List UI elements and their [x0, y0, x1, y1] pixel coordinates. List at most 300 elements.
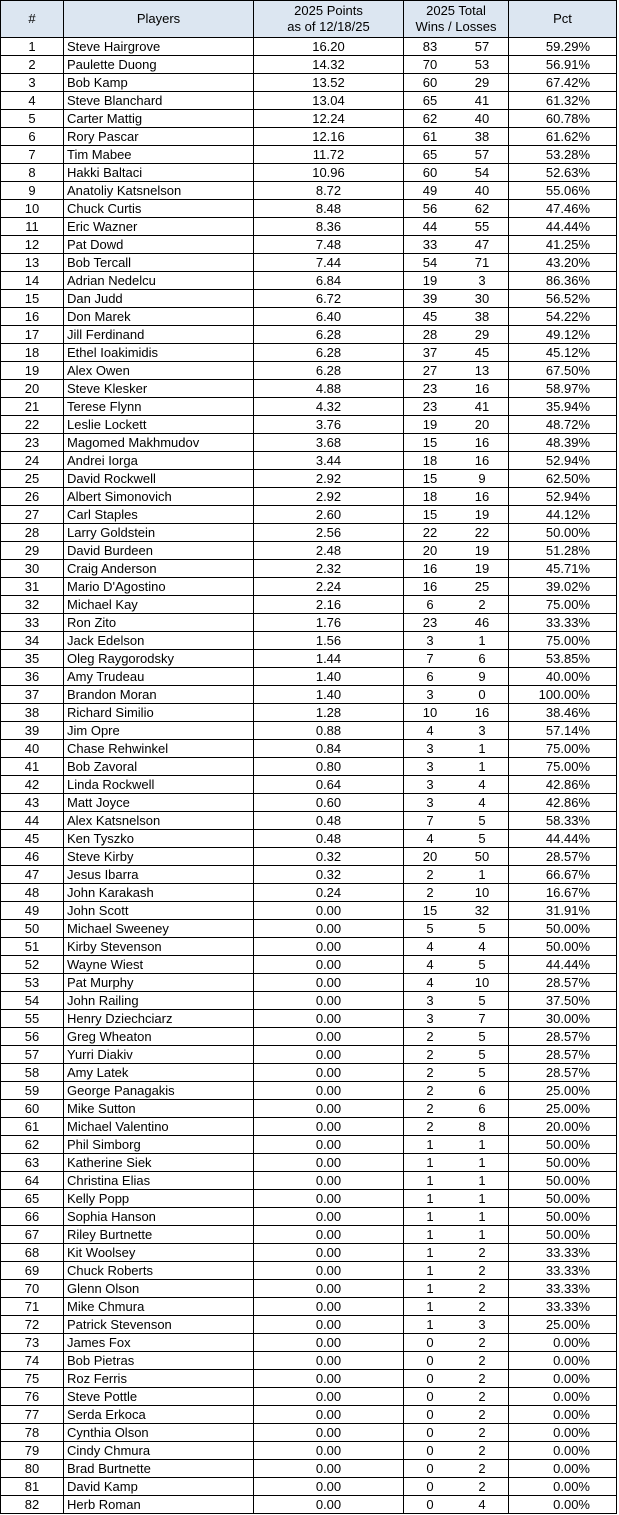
pct-cell: 50.00% — [509, 938, 617, 956]
rank-cell: 19 — [1, 362, 64, 380]
pct-cell: 55.06% — [509, 182, 617, 200]
rank-cell: 70 — [1, 1280, 64, 1298]
player-name-cell: Jill Ferdinand — [64, 326, 254, 344]
table-row — [1, 596, 617, 614]
table-row — [1, 1190, 617, 1208]
losses-cell: 0 — [456, 686, 509, 704]
points-cell: 6.28 — [254, 326, 404, 344]
losses-cell: 2 — [456, 1334, 509, 1352]
pct-cell: 62.50% — [509, 470, 617, 488]
player-name-cell: Bob Pietras — [64, 1352, 254, 1370]
player-name-cell: Alex Owen — [64, 362, 254, 380]
pct-cell: 52.94% — [509, 488, 617, 506]
losses-cell: 7 — [456, 1010, 509, 1028]
table-row — [1, 722, 617, 740]
rank-cell: 7 — [1, 146, 64, 164]
points-cell: 0.00 — [254, 1316, 404, 1334]
rank-cell: 41 — [1, 758, 64, 776]
player-name-cell: Steve Kirby — [64, 848, 254, 866]
player-name-cell: Greg Wheaton — [64, 1028, 254, 1046]
points-cell: 11.72 — [254, 146, 404, 164]
points-cell: 0.00 — [254, 1460, 404, 1478]
rank-cell: 1 — [1, 38, 64, 56]
rank-cell: 37 — [1, 686, 64, 704]
player-name-cell: Riley Burtnette — [64, 1226, 254, 1244]
points-cell: 2.32 — [254, 560, 404, 578]
pct-cell: 49.12% — [509, 326, 617, 344]
pct-cell: 33.33% — [509, 614, 617, 632]
pct-cell: 16.67% — [509, 884, 617, 902]
player-name-cell: Mario D'Agostino — [64, 578, 254, 596]
player-name-cell: Serda Erkoca — [64, 1406, 254, 1424]
losses-cell: 30 — [456, 290, 509, 308]
player-name-cell: Henry Dziechciarz — [64, 1010, 254, 1028]
table-row — [1, 254, 617, 272]
table-row — [1, 1136, 617, 1154]
rank-cell: 13 — [1, 254, 64, 272]
points-cell: 0.64 — [254, 776, 404, 794]
pct-cell: 47.46% — [509, 200, 617, 218]
points-cell: 4.88 — [254, 380, 404, 398]
table-row — [1, 848, 617, 866]
wins-cell: 2 — [404, 1118, 457, 1136]
pct-cell: 56.91% — [509, 56, 617, 74]
table-row — [1, 866, 617, 884]
player-name-cell: Pat Murphy — [64, 974, 254, 992]
losses-cell: 71 — [456, 254, 509, 272]
rank-cell: 43 — [1, 794, 64, 812]
losses-cell: 5 — [456, 1064, 509, 1082]
player-name-cell: Craig Anderson — [64, 560, 254, 578]
wins-cell: 3 — [404, 776, 457, 794]
rank-cell: 11 — [1, 218, 64, 236]
points-cell: 0.88 — [254, 722, 404, 740]
pct-cell: 58.33% — [509, 812, 617, 830]
player-name-cell: Kirby Stevenson — [64, 938, 254, 956]
pct-cell: 30.00% — [509, 1010, 617, 1028]
rank-cell: 5 — [1, 110, 64, 128]
pct-cell: 25.00% — [509, 1100, 617, 1118]
player-name-cell: Steve Pottle — [64, 1388, 254, 1406]
points-cell: 0.00 — [254, 1298, 404, 1316]
player-name-cell: Amy Trudeau — [64, 668, 254, 686]
rank-cell: 54 — [1, 992, 64, 1010]
wins-cell: 15 — [404, 902, 457, 920]
losses-cell: 57 — [456, 146, 509, 164]
wins-cell: 0 — [404, 1334, 457, 1352]
losses-cell: 16 — [456, 488, 509, 506]
player-name-cell: Bob Zavoral — [64, 758, 254, 776]
losses-cell: 19 — [456, 542, 509, 560]
losses-cell: 5 — [456, 920, 509, 938]
points-cell: 14.32 — [254, 56, 404, 74]
rank-cell: 42 — [1, 776, 64, 794]
points-cell: 0.60 — [254, 794, 404, 812]
rank-cell: 36 — [1, 668, 64, 686]
pct-cell: 44.44% — [509, 956, 617, 974]
player-name-cell: Bob Kamp — [64, 74, 254, 92]
losses-cell: 62 — [456, 200, 509, 218]
player-name-cell: David Burdeen — [64, 542, 254, 560]
table-row — [1, 686, 617, 704]
player-name-cell: George Panagakis — [64, 1082, 254, 1100]
rank-cell: 46 — [1, 848, 64, 866]
pct-cell: 20.00% — [509, 1118, 617, 1136]
table-row — [1, 1496, 617, 1514]
wins-cell: 33 — [404, 236, 457, 254]
wins-cell: 0 — [404, 1442, 457, 1460]
table-row — [1, 146, 617, 164]
table-row — [1, 632, 617, 650]
wins-cell: 27 — [404, 362, 457, 380]
points-cell: 0.48 — [254, 812, 404, 830]
pct-cell: 75.00% — [509, 740, 617, 758]
player-name-cell: Michael Sweeney — [64, 920, 254, 938]
table-row — [1, 1352, 617, 1370]
pct-cell: 0.00% — [509, 1442, 617, 1460]
wins-cell: 4 — [404, 938, 457, 956]
table-row — [1, 668, 617, 686]
points-cell: 6.40 — [254, 308, 404, 326]
player-name-cell: Sophia Hanson — [64, 1208, 254, 1226]
player-name-cell: Katherine Siek — [64, 1154, 254, 1172]
player-name-cell: Patrick Stevenson — [64, 1316, 254, 1334]
table-row — [1, 218, 617, 236]
table-row — [1, 1172, 617, 1190]
player-name-cell: Don Marek — [64, 308, 254, 326]
wins-cell: 2 — [404, 1100, 457, 1118]
points-cell: 0.00 — [254, 1190, 404, 1208]
pct-cell: 45.71% — [509, 560, 617, 578]
pct-cell: 33.33% — [509, 1244, 617, 1262]
losses-cell: 46 — [456, 614, 509, 632]
losses-cell: 5 — [456, 830, 509, 848]
losses-cell: 8 — [456, 1118, 509, 1136]
wins-cell: 15 — [404, 506, 457, 524]
points-cell: 8.36 — [254, 218, 404, 236]
table-row — [1, 956, 617, 974]
wins-cell: 2 — [404, 1046, 457, 1064]
wins-cell: 1 — [404, 1262, 457, 1280]
table-row — [1, 92, 617, 110]
rank-cell: 45 — [1, 830, 64, 848]
losses-cell: 4 — [456, 938, 509, 956]
players-header: Players — [64, 1, 254, 38]
wins-cell: 0 — [404, 1424, 457, 1442]
wins-cell: 56 — [404, 200, 457, 218]
rank-cell: 79 — [1, 1442, 64, 1460]
losses-cell: 25 — [456, 578, 509, 596]
wins-cell: 10 — [404, 704, 457, 722]
table-row — [1, 182, 617, 200]
losses-cell: 38 — [456, 128, 509, 146]
points-cell: 0.00 — [254, 1406, 404, 1424]
pct-cell: 66.67% — [509, 866, 617, 884]
table-row — [1, 1262, 617, 1280]
player-name-cell: Pat Dowd — [64, 236, 254, 254]
rank-cell: 63 — [1, 1154, 64, 1172]
player-name-cell: Herb Roman — [64, 1496, 254, 1514]
table-row — [1, 992, 617, 1010]
pct-cell: 33.33% — [509, 1298, 617, 1316]
pct-cell: 60.78% — [509, 110, 617, 128]
wins-cell: 83 — [404, 38, 457, 56]
table-row — [1, 1064, 617, 1082]
table-row — [1, 1388, 617, 1406]
rank-cell: 9 — [1, 182, 64, 200]
table-row — [1, 758, 617, 776]
player-name-cell: Brandon Moran — [64, 686, 254, 704]
player-name-cell: Christina Elias — [64, 1172, 254, 1190]
player-name-cell: Carter Mattig — [64, 110, 254, 128]
rank-cell: 58 — [1, 1064, 64, 1082]
table-row — [1, 1244, 617, 1262]
points-cell: 13.52 — [254, 74, 404, 92]
player-name-cell: Chase Rehwinkel — [64, 740, 254, 758]
player-name-cell: Oleg Raygorodsky — [64, 650, 254, 668]
points-cell: 0.00 — [254, 1424, 404, 1442]
table-row — [1, 920, 617, 938]
player-name-cell: Tim Mabee — [64, 146, 254, 164]
player-name-cell: James Fox — [64, 1334, 254, 1352]
wins-cell: 3 — [404, 758, 457, 776]
wins-cell: 3 — [404, 794, 457, 812]
pct-header: Pct — [509, 1, 617, 38]
player-name-cell: Richard Similio — [64, 704, 254, 722]
player-name-cell: Amy Latek — [64, 1064, 254, 1082]
wins-cell: 49 — [404, 182, 457, 200]
rank-cell: 64 — [1, 1172, 64, 1190]
player-name-cell: Anatoliy Katsnelson — [64, 182, 254, 200]
rank-cell: 4 — [1, 92, 64, 110]
losses-cell: 45 — [456, 344, 509, 362]
pct-cell: 58.97% — [509, 380, 617, 398]
pct-cell: 43.20% — [509, 254, 617, 272]
rank-cell: 3 — [1, 74, 64, 92]
points-cell: 1.40 — [254, 686, 404, 704]
points-cell: 0.00 — [254, 1028, 404, 1046]
losses-cell: 2 — [456, 1388, 509, 1406]
pct-cell: 67.50% — [509, 362, 617, 380]
player-name-cell: Mike Sutton — [64, 1100, 254, 1118]
player-name-cell: Yurri Diakiv — [64, 1046, 254, 1064]
pct-cell: 0.00% — [509, 1460, 617, 1478]
player-name-cell: Linda Rockwell — [64, 776, 254, 794]
losses-cell: 54 — [456, 164, 509, 182]
losses-cell: 5 — [456, 1028, 509, 1046]
table-row — [1, 1118, 617, 1136]
table-row — [1, 110, 617, 128]
pct-cell: 50.00% — [509, 1172, 617, 1190]
losses-cell: 41 — [456, 92, 509, 110]
losses-cell: 2 — [456, 1424, 509, 1442]
table-row — [1, 506, 617, 524]
points-cell: 0.00 — [254, 920, 404, 938]
pct-cell: 50.00% — [509, 524, 617, 542]
pct-cell: 42.86% — [509, 794, 617, 812]
pct-cell: 61.62% — [509, 128, 617, 146]
wins-cell: 23 — [404, 398, 457, 416]
table-row — [1, 812, 617, 830]
table-row — [1, 452, 617, 470]
losses-cell: 10 — [456, 884, 509, 902]
pct-cell: 75.00% — [509, 632, 617, 650]
wins-cell: 0 — [404, 1406, 457, 1424]
wins-cell: 23 — [404, 614, 457, 632]
rank-cell: 59 — [1, 1082, 64, 1100]
wins-cell: 2 — [404, 884, 457, 902]
wins-cell: 37 — [404, 344, 457, 362]
pct-cell: 44.44% — [509, 218, 617, 236]
table-row — [1, 416, 617, 434]
player-name-cell: Brad Burtnette — [64, 1460, 254, 1478]
player-name-cell: Cynthia Olson — [64, 1424, 254, 1442]
losses-cell: 5 — [456, 992, 509, 1010]
pct-cell: 45.12% — [509, 344, 617, 362]
player-name-cell: Hakki Baltaci — [64, 164, 254, 182]
pct-cell: 50.00% — [509, 1190, 617, 1208]
wins-cell: 19 — [404, 272, 457, 290]
points-cell: 0.00 — [254, 956, 404, 974]
wins-cell: 0 — [404, 1478, 457, 1496]
points-cell: 2.24 — [254, 578, 404, 596]
losses-cell: 2 — [456, 1478, 509, 1496]
points-cell: 13.04 — [254, 92, 404, 110]
points-cell: 0.00 — [254, 1172, 404, 1190]
points-cell: 3.44 — [254, 452, 404, 470]
points-cell: 1.44 — [254, 650, 404, 668]
pct-cell: 40.00% — [509, 668, 617, 686]
points-cell: 0.00 — [254, 1064, 404, 1082]
rank-cell: 76 — [1, 1388, 64, 1406]
losses-cell: 2 — [456, 1406, 509, 1424]
pct-cell: 0.00% — [509, 1424, 617, 1442]
rank-cell: 55 — [1, 1010, 64, 1028]
losses-cell: 19 — [456, 560, 509, 578]
points-cell: 0.80 — [254, 758, 404, 776]
pct-cell: 0.00% — [509, 1388, 617, 1406]
losses-cell: 41 — [456, 398, 509, 416]
losses-cell: 16 — [456, 380, 509, 398]
pct-cell: 50.00% — [509, 1136, 617, 1154]
wins-cell: 3 — [404, 632, 457, 650]
pct-cell: 28.57% — [509, 1028, 617, 1046]
losses-cell: 1 — [456, 1136, 509, 1154]
rank-cell: 81 — [1, 1478, 64, 1496]
points-cell: 7.44 — [254, 254, 404, 272]
pct-cell: 28.57% — [509, 974, 617, 992]
player-name-cell: Michael Kay — [64, 596, 254, 614]
rank-cell: 18 — [1, 344, 64, 362]
table-row — [1, 488, 617, 506]
losses-cell: 10 — [456, 974, 509, 992]
player-name-cell: Phil Simborg — [64, 1136, 254, 1154]
rank-cell: 15 — [1, 290, 64, 308]
points-cell: 0.00 — [254, 1208, 404, 1226]
rank-cell: 14 — [1, 272, 64, 290]
losses-cell: 53 — [456, 56, 509, 74]
rank-cell: 80 — [1, 1460, 64, 1478]
points-cell: 0.00 — [254, 1100, 404, 1118]
player-name-cell: Ethel Ioakimidis — [64, 344, 254, 362]
wins-cell: 20 — [404, 848, 457, 866]
wins-cell: 60 — [404, 74, 457, 92]
losses-cell: 6 — [456, 1082, 509, 1100]
rank-cell: 29 — [1, 542, 64, 560]
pct-cell: 33.33% — [509, 1262, 617, 1280]
losses-cell: 19 — [456, 506, 509, 524]
table-row — [1, 974, 617, 992]
rank-cell: 35 — [1, 650, 64, 668]
rank-cell: 20 — [1, 380, 64, 398]
pct-cell: 53.85% — [509, 650, 617, 668]
table-row — [1, 884, 617, 902]
points-cell: 0.00 — [254, 992, 404, 1010]
rank-cell: 6 — [1, 128, 64, 146]
points-cell: 8.48 — [254, 200, 404, 218]
table-row — [1, 398, 617, 416]
rank-cell: 77 — [1, 1406, 64, 1424]
pct-cell: 75.00% — [509, 758, 617, 776]
wins-cell: 20 — [404, 542, 457, 560]
wins-cell: 0 — [404, 1496, 457, 1514]
table-row — [1, 1442, 617, 1460]
wins-cell: 70 — [404, 56, 457, 74]
header-row — [1, 1, 617, 38]
table-row — [1, 1316, 617, 1334]
pct-cell: 53.28% — [509, 146, 617, 164]
losses-cell: 3 — [456, 722, 509, 740]
pct-cell: 39.02% — [509, 578, 617, 596]
rank-cell: 60 — [1, 1100, 64, 1118]
wins-cell: 1 — [404, 1244, 457, 1262]
pct-cell: 0.00% — [509, 1478, 617, 1496]
rank-cell: 48 — [1, 884, 64, 902]
wins-cell: 61 — [404, 128, 457, 146]
losses-cell: 55 — [456, 218, 509, 236]
pct-cell: 59.29% — [509, 38, 617, 56]
player-name-cell: Cindy Chmura — [64, 1442, 254, 1460]
pct-cell: 33.33% — [509, 1280, 617, 1298]
rank-header: # — [1, 1, 64, 38]
wins-cell: 22 — [404, 524, 457, 542]
wins-cell: 2 — [404, 1082, 457, 1100]
losses-cell: 1 — [456, 1172, 509, 1190]
points-cell: 16.20 — [254, 38, 404, 56]
losses-cell: 2 — [456, 1352, 509, 1370]
table-row — [1, 344, 617, 362]
player-name-cell: Wayne Wiest — [64, 956, 254, 974]
wins-cell: 65 — [404, 146, 457, 164]
table-row — [1, 704, 617, 722]
rank-cell: 21 — [1, 398, 64, 416]
points-cell: 2.48 — [254, 542, 404, 560]
points-cell: 0.00 — [254, 1388, 404, 1406]
wins-cell: 45 — [404, 308, 457, 326]
losses-cell: 16 — [456, 704, 509, 722]
pct-cell: 25.00% — [509, 1082, 617, 1100]
pct-cell: 54.22% — [509, 308, 617, 326]
player-name-cell: Chuck Curtis — [64, 200, 254, 218]
table-row — [1, 1028, 617, 1046]
points-cell: 8.72 — [254, 182, 404, 200]
losses-cell: 2 — [456, 1262, 509, 1280]
wins-cell: 1 — [404, 1280, 457, 1298]
player-name-cell: Albert Simonovich — [64, 488, 254, 506]
wins-cell: 1 — [404, 1136, 457, 1154]
losses-cell: 2 — [456, 1370, 509, 1388]
rank-cell: 44 — [1, 812, 64, 830]
